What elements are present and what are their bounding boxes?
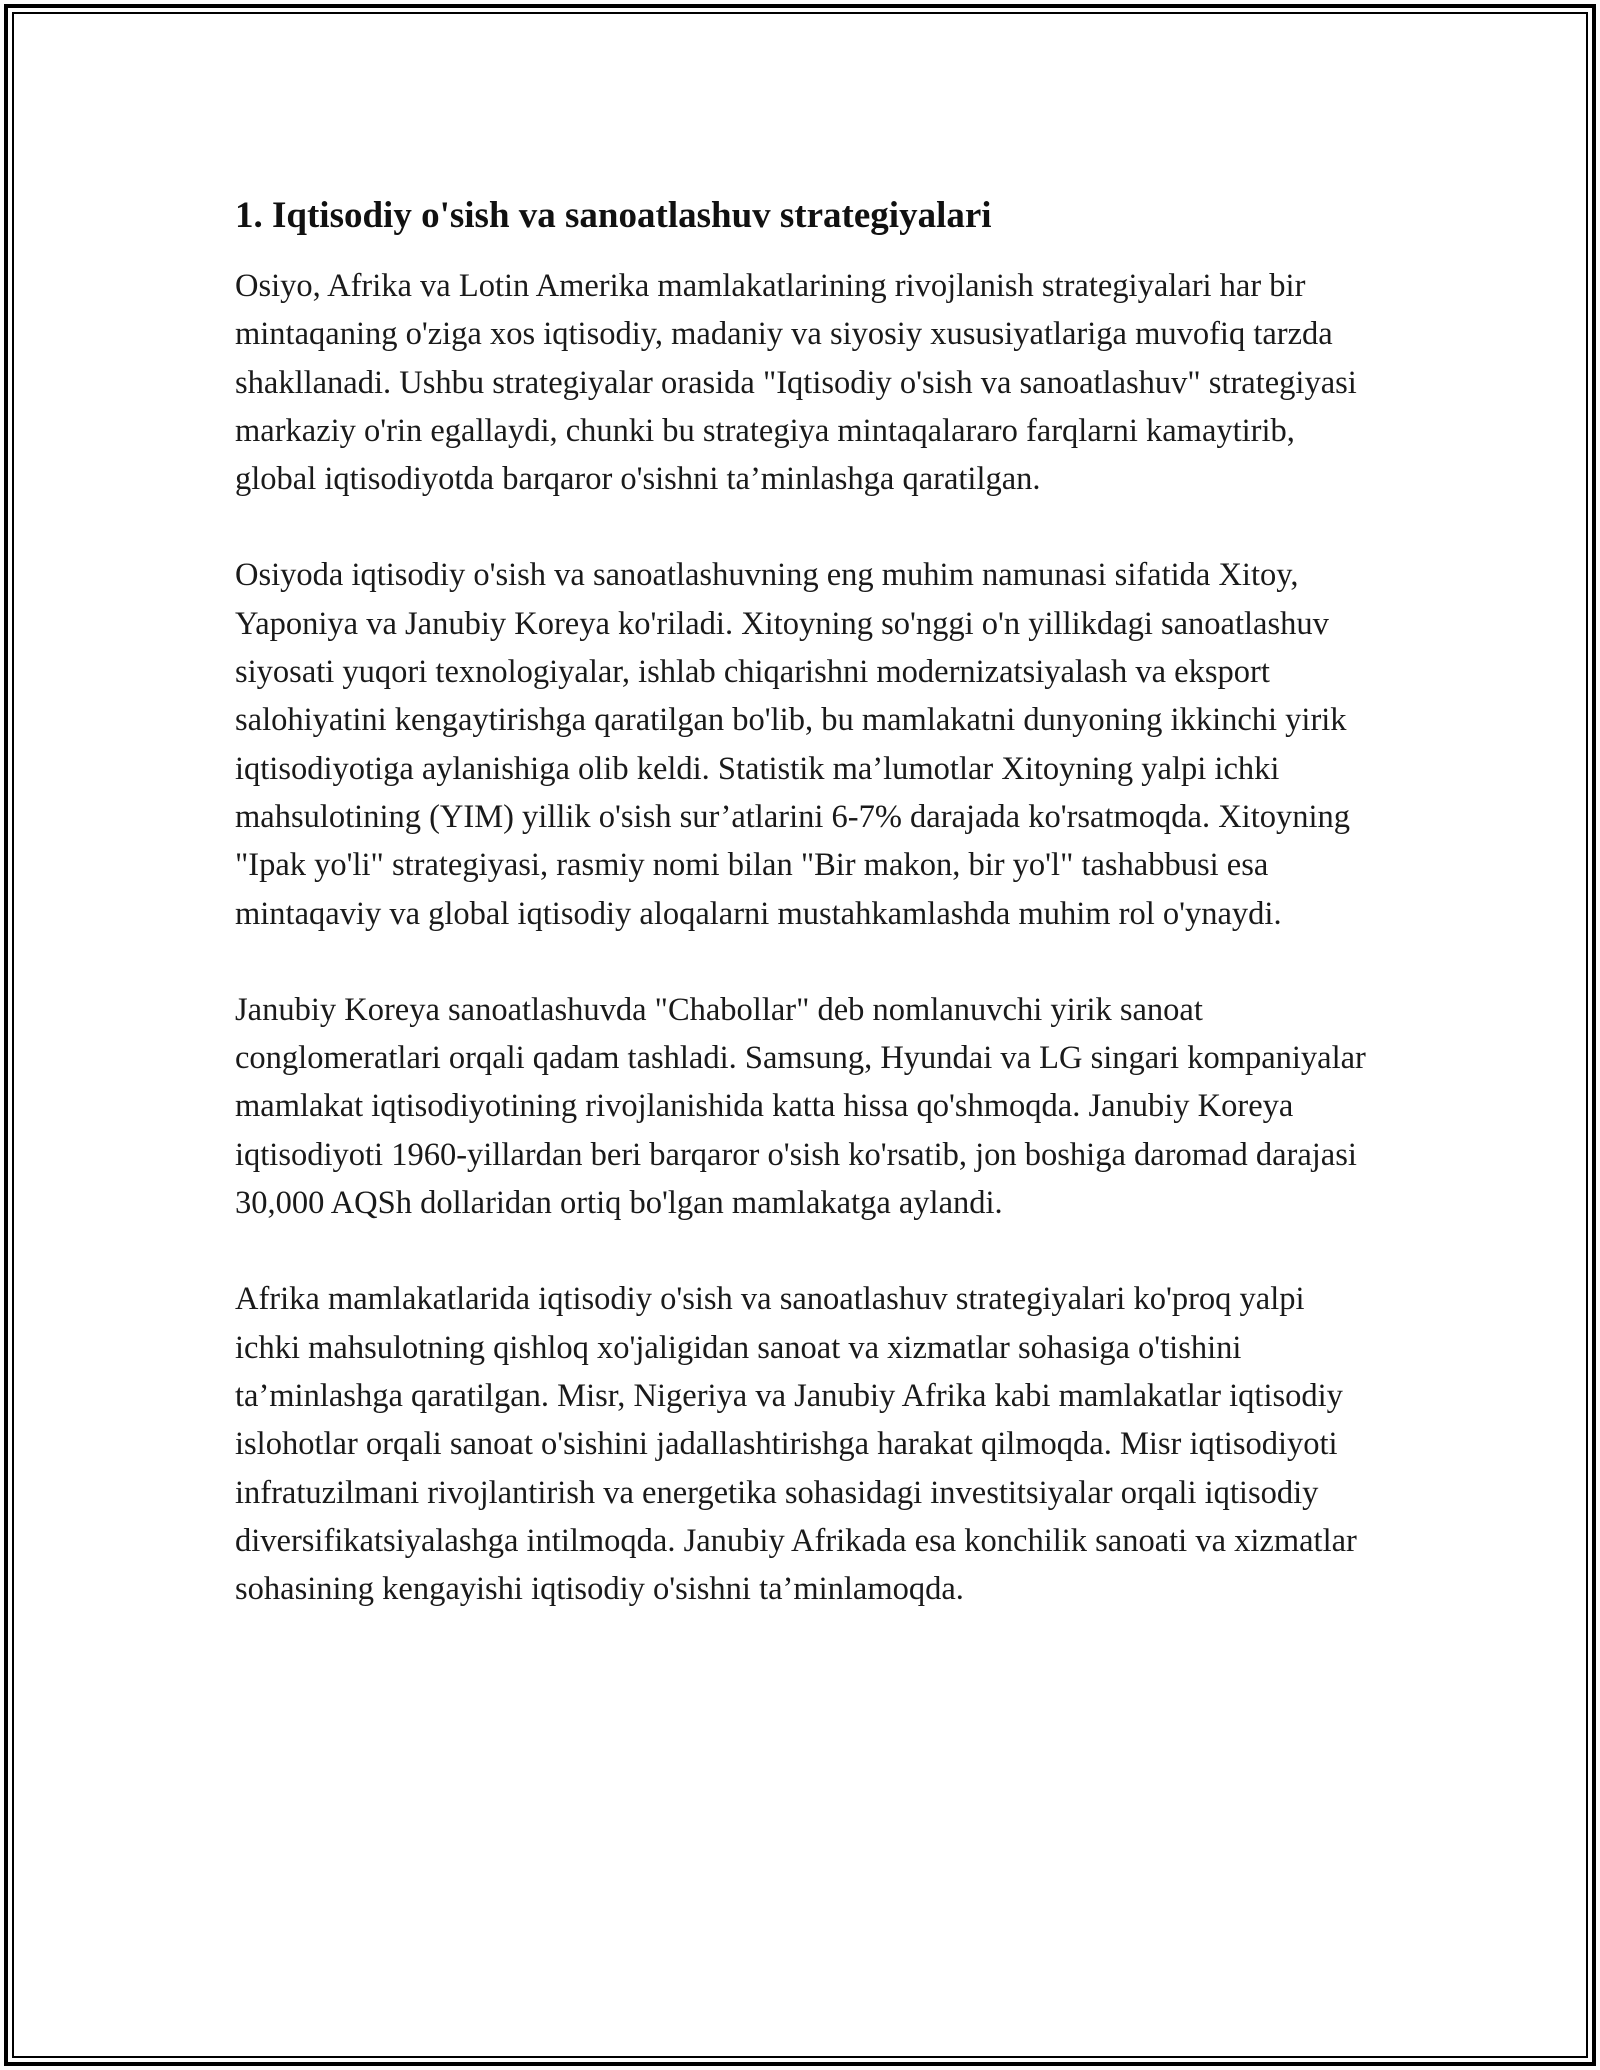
paragraph-intro: Osiyo, Afrika va Lotin Amerika mamlakatlarining rivojlanish strategiyalari har bir mintaqaning o'ziga xos iqtisodiy, madaniy va siyosiy xususiyatlariga muvofiq tarzda shakllanadi. Ushbu strategiyalar orasida "Iqtisodiy o'sish va sanoatlashuv" strategiyasi markaziy o'rin egallaydi, chunki bu strategiya mintaqalararo farqlarni kamaytirib, global iqtisodiyotda barqaror o'sishni ta’minlashga qaratilgan. <box>235 268 1357 498</box>
document-body <box>235 192 1375 1661</box>
section-heading: 1. Iqtisodiy o'sish va sanoatlashuv strategiyalari <box>235 195 992 236</box>
paragraph-asia: Osiyoda iqtisodiy o'sish va sanoatlashuvning eng muhim namunasi sifatida Xitoy, Yaponiya va Janubiy Koreya ko'riladi. Xitoyning so'nggi o'n yillikdagi sanoatlashuv siyosati yuqori texnologiyalar, ishlab chiqarishni modernizatsiyalash va eksport salohiyatini kengaytirishga qaratilgan bo'lib, bu mamlakatni dunyoning ikkinchi yirik iqtisodiyotiga aylanishiga olib keldi. Statistik ma’lumotlar Xitoyning yalpi ichki mahsulotining (YIM) yillik o'sish sur’atlarini 6-7% darajada ko'rsatmoqda. Xitoyning "Ipak yo'li" strategiyasi, rasmiy nomi bilan "Bir makon, bir yo'l" tashabbusi esa mintaqaviy va global iqtisodiy aloqalarni mustahkamlashda muhim rol o'ynaydi. <box>235 557 1351 932</box>
paragraph-south-korea: Janubiy Koreya sanoatlashuvda "Chabollar" deb nomlanuvchi yirik sanoat conglomeratlari orqali qadam tashladi. Samsung, Hyundai va LG singari kompaniyalar mamlakat iqtisodiyotining rivojlanishida katta hissa qo'shmoqda. Janubiy Koreya iqtisodiyoti 1960-yillardan beri barqaror o'sish ko'rsatib, jon boshiga daromad darajasi 30,000 AQSh dollaridan ortiq bo'lgan mamlakatga aylandi. <box>235 991 1366 1222</box>
paragraph-africa: Afrika mamlakatlarida iqtisodiy o'sish va sanoatlashuv strategiyalari ko'proq yalpi ichki mahsulotning qishloq xo'jaligidan sanoat va xizmatlar sohasiga o'tishini ta’minlashga qaratilgan. Misr, Nigeriya va Janubiy Afrika kabi mamlakatlar iqtisodiy islohotlar orqali sanoat o'sishini jadallashtirishga harakat qilmoqda. Misr iqtisodiyoti infratuzilmani rivojlantirish va energetika sohasidagi investitsiyalar orqali iqtisodiy diversifikatsiyalashga intilmoqda. Janubiy Afrikada esa konchilik sanoati va xizmatlar sohasining kengayishi iqtisodiy o'sishni ta’minlamoqda. <box>235 1281 1357 1608</box>
